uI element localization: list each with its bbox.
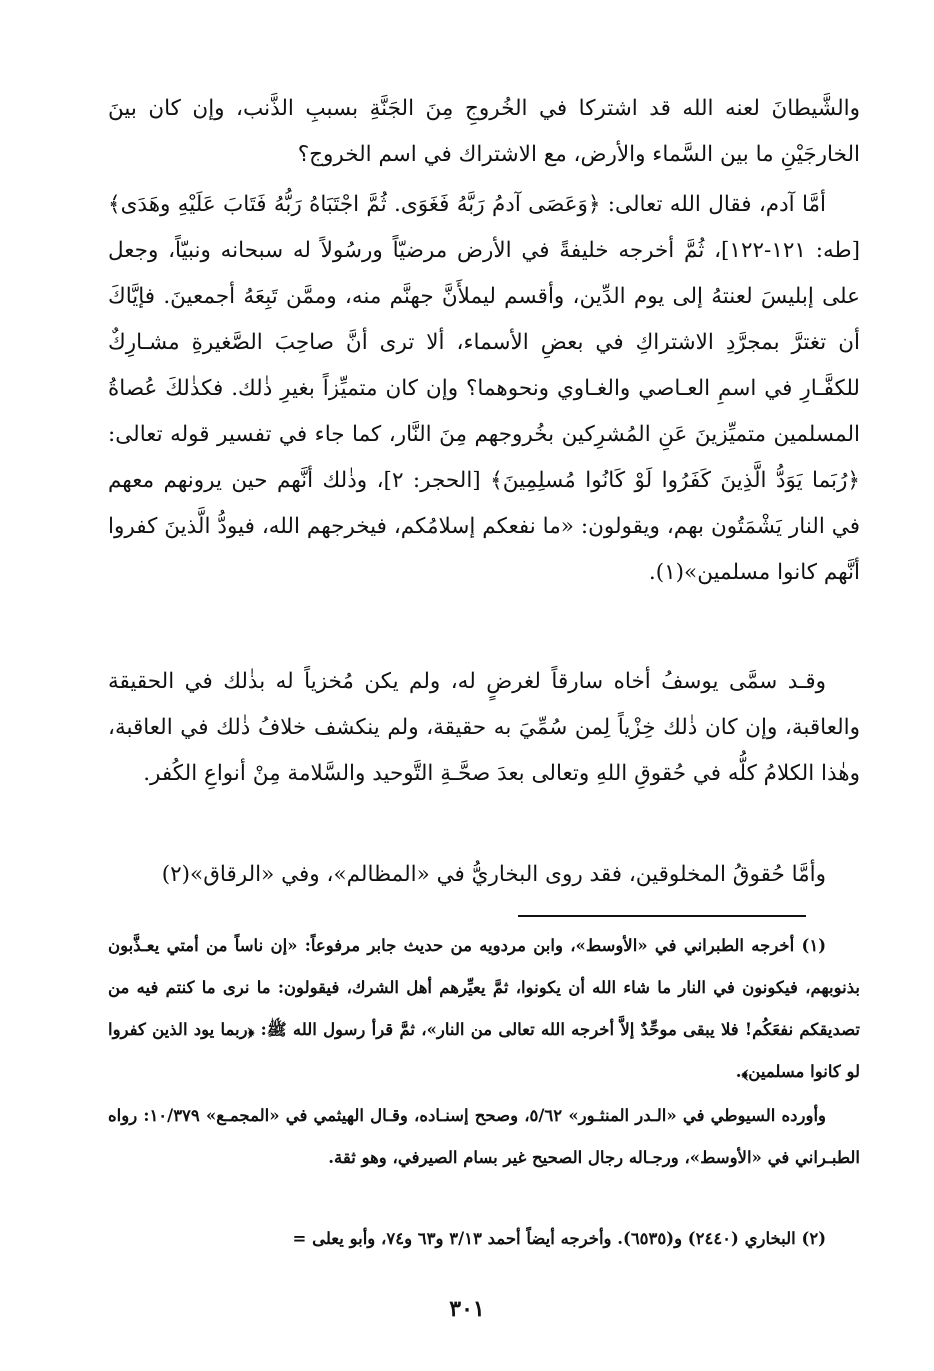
paragraph-text: والشَّيطانَ لعنه الله قد اشتركا في الخُروجِ مِنَ الجَنَّةِ بسببِ الذَّنب، وإن كان بينَ الخارجَيْنِ ما بين السَّماء والأرض، مع الاشتراك في اسم الخروج؟ [108,96,860,167]
footnote-2 [96,1218,860,1260]
main-paragraph-4 [108,852,860,898]
main-paragraph-1 [108,86,860,178]
paragraph-text: وقـد سمَّى يوسفُ أخاه سارقاً لغرضٍ له، ولم يكن مُخزياً له بذٰلك في الحقيقة والعاقبة، وإن كان ذٰلك خِزْياً لِمن سُمِّيَ به حقيقة، ولم ينكشف خلافُ ذٰلك في العاقبة، وهٰذا الكلامُ كلُّه في حُقوقِ اللهِ وتعالى بعدَ صحَّـةِ التَّوحيد والسَّلامة مِنْ أنواعِ الكُفر. [108,669,860,786]
footnote-1 [108,925,860,1093]
main-paragraph-3 [108,659,860,797]
page-number: ٣٠١ [449,1296,485,1322]
paragraph-text: أمَّا آدم، فقال الله تعالى: ﴿وَعَصَى آدمُ رَبَّهُ فَغَوَى. ثُمَّ اجْتَبَاهُ رَبُّهُ فَتَابَ عَلَيْهِ وهَدَى﴾ [طه: ١٢١-١٢٢]، ثُمَّ أخرجه خليفةً في الأرض مرضيّاً ورسُولاً له سبحانه ونبيّاً، وجعل على إبليسَ لعنتهُ إلى يوم الدِّين، وأقسم ليملأَنَّ جهنَّم منه، وممَّن تَبِعَهُ أجمعينَ. فإيَّاكَ أن تغترَّ بمجرَّدِ الاشتراكِ في بعضِ الأسماء، ألا ترى أنَّ صاحِبَ الصَّغيرةِ مشـارِكٌ للكفَّـارِ في اسمِ العـاصي والغـاوي ونحوهما؟ وإن كان متميِّزاً بغيرِ ذٰلك. فكذٰلكَ عُصاةُ المسلمين متميِّزينَ عَنِ المُشرِكين بخُروجهم مِنَ النَّار، كما جاء في تفسير قوله تعالى: ﴿رُبَما يَوَدُّ الَّذِينَ كَفَرُوا لَوْ كَانُوا مُسلِمِينَ﴾ [الحجر: ٢]، وذٰلك أنَّهم حين يرونهم معهم في النار يَشْمَتُون بهم، ويقولون: «ما نفعكم إسلامُكم، فيخرجهم الله، فيودُّ الَّذينَ كفروا أنَّهم كانوا مسلمين»(١). [108,192,860,585]
footnote-text: وأورده السيوطي في «الـدر المنثـور» ٥/٦٢، وصحح إسنـاده، وقـال الهيثمي في «المجمـع» ١٠/٣٧٩: رواه الطبـراني في «الأوسط»، ورجـاله رجال الصحيح غير بسام الصيرفي، وهو ثقة. [108,1106,860,1167]
footnote-text: (١) أخرجه الطبراني في «الأوسط»، وابن مردويه من حديث جابر مرفوعاً: «إن ناساً من أمتي يعـذَّبون بذنوبهم، فيكونون في النار ما شاء الله أن يكونوا، ثمَّ يعيِّرهم أهل الشرك، فيقولون: ما نرى ما كنتم فيه من تصديقكم نفعَكُم! فلا يبقى موحِّدٌ إلاَّ أخرجه الله تعالى من النار»، ثمَّ قرأ رسول الله ﷺ: ﴿ربما يود الذين كفروا لو كانوا مسلمين﴾. [108,936,860,1081]
footnote-1-continued [108,1095,860,1179]
paragraph-text: وأمَّا حُقوقُ المخلوقين، فقد روى البخاريُّ في «المظالم»، وفي «الرقاق»(٢) [161,862,826,887]
main-paragraph-2 [108,182,860,596]
footnote-separator [518,915,806,917]
footnote-text: (٢) البخاري (٢٤٤٠) و(٦٥٣٥). وأخرجه أيضاً أحمد ٣/١٣ و٦٣ و٧٤، وأبو يعلى = [292,1229,826,1248]
